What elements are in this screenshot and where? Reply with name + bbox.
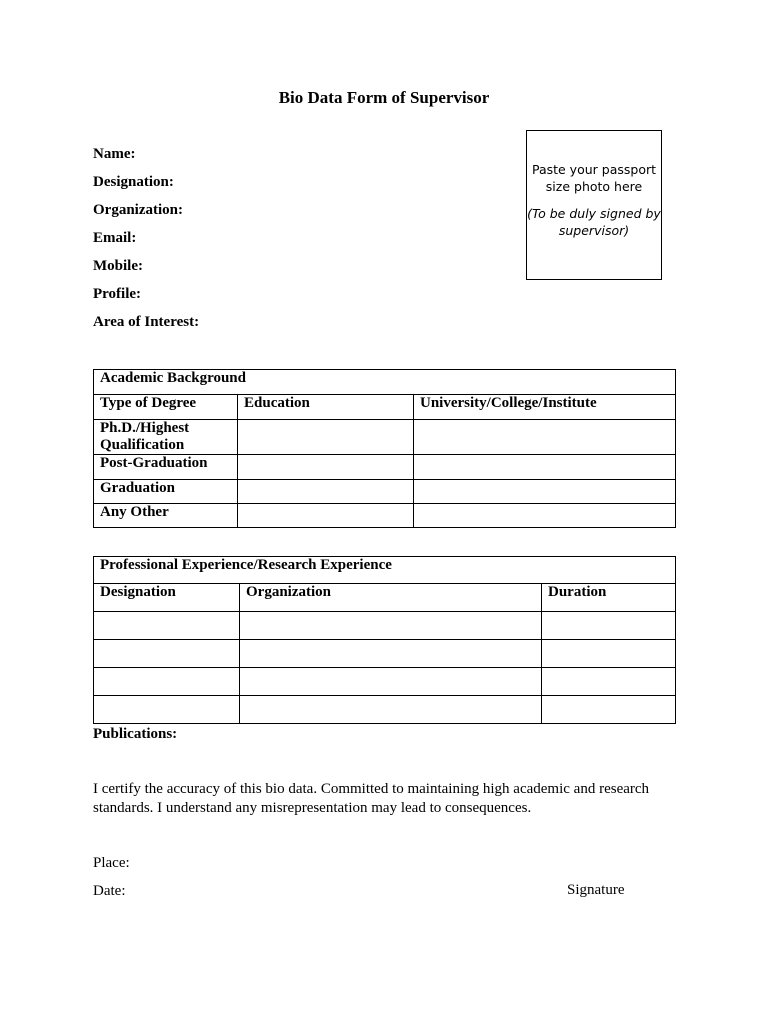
institute-cell[interactable] bbox=[414, 420, 676, 455]
mobile-label: Mobile: bbox=[93, 258, 143, 274]
signature-label: Signature bbox=[567, 882, 625, 898]
experience-designation-cell[interactable] bbox=[94, 668, 240, 696]
education-cell[interactable] bbox=[238, 420, 414, 455]
experience-table bbox=[93, 556, 676, 724]
education-cell[interactable] bbox=[238, 480, 414, 504]
experience-organization-cell[interactable] bbox=[240, 612, 542, 640]
date-label: Date: bbox=[93, 883, 126, 899]
degree-label: Any Other bbox=[94, 504, 238, 528]
publications-label: Publications: bbox=[93, 726, 178, 742]
place-label: Place: bbox=[93, 855, 130, 871]
designation-label: Designation: bbox=[93, 174, 174, 190]
photo-instruction: Paste your passport size photo here bbox=[531, 162, 657, 194]
column-header: Designation bbox=[94, 584, 240, 612]
experience-designation-cell[interactable] bbox=[94, 696, 240, 724]
experience-designation-cell[interactable] bbox=[94, 640, 240, 668]
column-header: Education bbox=[238, 395, 414, 420]
email-label: Email: bbox=[93, 230, 137, 246]
experience-organization-cell[interactable] bbox=[240, 668, 542, 696]
education-cell[interactable] bbox=[238, 455, 414, 480]
experience-duration-cell[interactable] bbox=[542, 640, 676, 668]
name-label: Name: bbox=[93, 146, 136, 162]
column-header: Type of Degree bbox=[94, 395, 238, 420]
education-cell[interactable] bbox=[238, 504, 414, 528]
experience-duration-cell[interactable] bbox=[542, 696, 676, 724]
column-header: Duration bbox=[542, 584, 676, 612]
experience-designation-cell[interactable] bbox=[94, 612, 240, 640]
degree-label: Ph.D./Highest Qualification bbox=[94, 420, 238, 455]
passport-photo-box bbox=[526, 130, 662, 280]
certification-text: I certify the accuracy of this bio data. Committed to maintaining high academic and research standards. I understand any misrepresentation may lead to consequences. bbox=[93, 781, 650, 816]
institute-cell[interactable] bbox=[414, 504, 676, 528]
degree-label: Graduation bbox=[94, 480, 238, 504]
experience-heading: Professional Experience/Research Experience bbox=[94, 557, 676, 584]
experience-organization-cell[interactable] bbox=[240, 696, 542, 724]
photo-sign-note: (To be duly signed by supervisor) bbox=[527, 206, 661, 238]
experience-duration-cell[interactable] bbox=[542, 612, 676, 640]
degree-label: Post-Graduation bbox=[94, 455, 238, 480]
institute-cell[interactable] bbox=[414, 455, 676, 480]
institute-cell[interactable] bbox=[414, 480, 676, 504]
experience-duration-cell[interactable] bbox=[542, 668, 676, 696]
academic-heading: Academic Background bbox=[94, 370, 676, 395]
academic-background-table bbox=[93, 369, 676, 528]
profile-label: Profile: bbox=[93, 286, 142, 302]
area-of-interest-label: Area of Interest: bbox=[93, 314, 200, 330]
organization-label: Organization: bbox=[93, 202, 183, 218]
column-header: Organization bbox=[240, 584, 542, 612]
column-header: University/College/Institute bbox=[414, 395, 676, 420]
form-title: Bio Data Form of Supervisor bbox=[278, 88, 490, 107]
experience-organization-cell[interactable] bbox=[240, 640, 542, 668]
